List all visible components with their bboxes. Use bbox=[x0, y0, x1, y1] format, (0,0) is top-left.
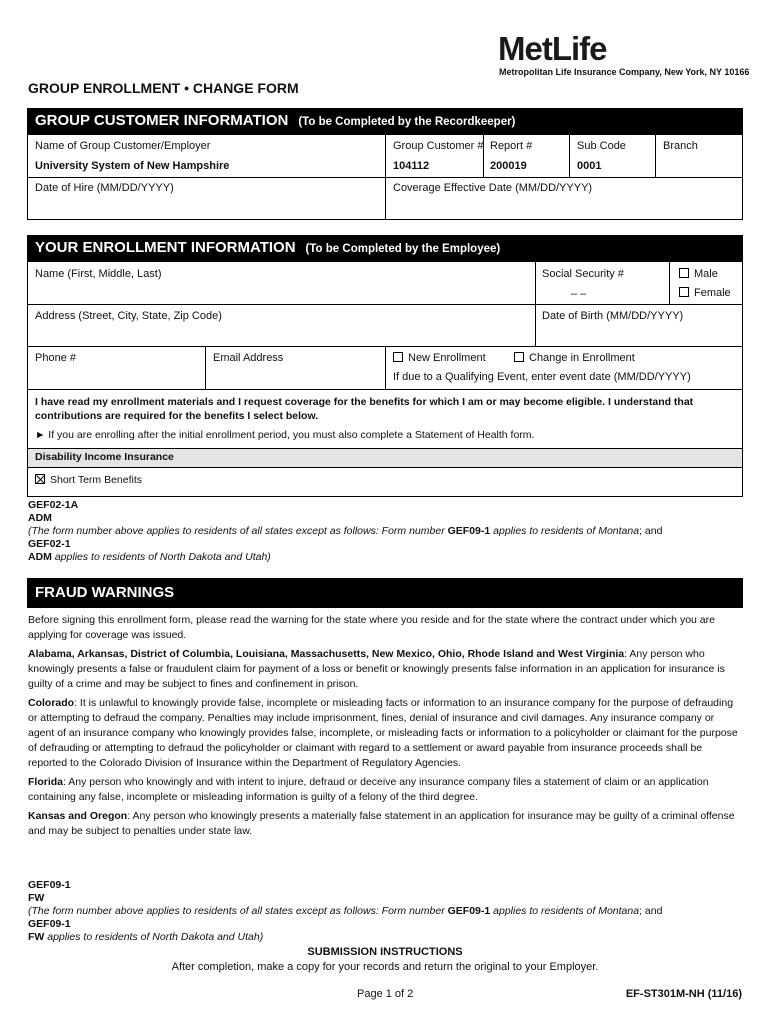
form-note-code: GEF09-1 bbox=[447, 525, 491, 537]
company-address: Metropolitan Life Insurance Company, New York, NY 10166 bbox=[499, 67, 750, 77]
form-note: (The form number above applies to residents of all states except as follows: Form number bbox=[28, 525, 448, 537]
form-note: applies to residents of North Dakota and Utah) bbox=[44, 931, 264, 943]
enroll-section-header bbox=[27, 235, 743, 261]
enroll-section-subtitle: (To be Completed by the Employee) bbox=[305, 243, 501, 255]
new-enrollment-label: New Enrollment bbox=[408, 352, 486, 364]
submission-title: SUBMISSION INSTRUCTIONS bbox=[307, 946, 463, 958]
name-label: Name (First, Middle, Last) bbox=[35, 268, 162, 280]
fraud-states: Colorado bbox=[28, 697, 75, 709]
new-enrollment-option[interactable] bbox=[393, 352, 486, 364]
enrollment-table bbox=[27, 261, 743, 497]
group-customer-label: Group Customer # bbox=[393, 140, 484, 152]
ssn-input[interactable]: – – bbox=[571, 288, 587, 300]
fraud-intro: Before signing this enrollment form, please read the warning for the state where you reside and for the state where the contract under which you are applying for coverage was issued. bbox=[28, 614, 715, 641]
change-enrollment-label: Change in Enrollment bbox=[529, 352, 635, 364]
short-term-label: Short Term Benefits bbox=[50, 474, 143, 486]
form-code: ADM bbox=[28, 551, 52, 563]
fraud-states: Alabama, Arkansas, District of Columbia, Louisiana, Massachusetts, New Mexico, Ohio, Rhode Island and West Virginia bbox=[28, 648, 625, 660]
qualifying-event-label: If due to a Qualifying Event, enter event date (MM/DD/YYYY) bbox=[393, 371, 691, 383]
hire-date-label: Date of Hire (MM/DD/YYYY) bbox=[35, 182, 174, 194]
subcode-label: Sub Code bbox=[577, 140, 626, 152]
enrollment-statement: I have read my enrollment materials and I request coverage for the benefits for which I am or may become eligible. I understand that contributions are required for the benefits I select below. bbox=[35, 396, 694, 422]
new-enrollment-checkbox[interactable] bbox=[393, 352, 403, 362]
female-checkbox[interactable] bbox=[679, 287, 689, 297]
phone-label: Phone # bbox=[35, 352, 76, 364]
form-title: GROUP ENROLLMENT • CHANGE FORM bbox=[28, 80, 299, 96]
female-label: Female bbox=[694, 287, 731, 299]
female-option[interactable] bbox=[679, 287, 731, 299]
fraud-section-title: FRAUD WARNINGS bbox=[35, 584, 175, 601]
change-enrollment-option[interactable] bbox=[514, 352, 635, 364]
form-note: applies to residents of Montana bbox=[490, 905, 640, 917]
report-label: Report # bbox=[490, 140, 533, 152]
group-section-header bbox=[27, 108, 743, 134]
change-enrollment-checkbox[interactable] bbox=[514, 352, 524, 362]
disability-header: Disability Income Insurance bbox=[35, 451, 174, 463]
fraud-text: : Any person who knowingly presents a materially false statement in an application for insurance may be guilty of a criminal offense and may be subject to penalties under state law. bbox=[28, 810, 735, 837]
form-code: ADM bbox=[28, 512, 52, 524]
form-id: EF-ST301M-NH (11/16) bbox=[625, 988, 742, 1000]
metlife-logo: MetLife bbox=[498, 30, 607, 67]
branch-label: Branch bbox=[663, 140, 698, 152]
fraud-states: Kansas and Oregon bbox=[28, 810, 128, 822]
report-value[interactable]: 200019 bbox=[490, 160, 527, 172]
subcode-value[interactable]: 0001 bbox=[577, 160, 602, 172]
fraud-text: : Any person who knowingly and with intent to injure, defraud or deceive any insurance company files a statement of claim or an application containing any false, incomplete or misleading information is guilty of a felony of the third degree. bbox=[28, 776, 709, 803]
group-customer-value[interactable]: 104112 bbox=[393, 160, 430, 172]
form-code: GEF09-1 bbox=[28, 918, 71, 930]
form-note: (The form number above applies to residents of all states except as follows: Form number bbox=[28, 905, 448, 917]
short-term-option[interactable] bbox=[35, 474, 142, 486]
form-codes-block-1 bbox=[28, 499, 743, 564]
form-note: ; and bbox=[639, 905, 663, 917]
group-section-subtitle: (To be Completed by the Recordkeeper) bbox=[298, 116, 516, 128]
employer-value[interactable]: University System of New Hampshire bbox=[35, 160, 230, 172]
email-label: Email Address bbox=[213, 352, 284, 364]
form-note: applies to residents of Montana bbox=[490, 525, 640, 537]
form-code: FW bbox=[28, 931, 45, 943]
form-code: GEF02-1 bbox=[28, 538, 71, 550]
male-option[interactable] bbox=[679, 268, 718, 280]
form-codes-block-2 bbox=[28, 879, 743, 944]
form-note: ; and bbox=[639, 525, 663, 537]
employer-label: Name of Group Customer/Employer bbox=[35, 140, 211, 152]
fraud-text: : It is unlawful to knowingly provide false, incomplete or misleading facts or information to an insurance company for the purpose of defrauding or attempting to defraud the company. Penalties may include imprisonment, fines, denial of insurance and civil damages. Any insurance company or agent of an insurance company who knowingly provides false, incomplete, or misleading facts or information to a policyholder or claimant for the purpose of defrauding or attempting to defraud the policyholder or claimant with regard to a settlement or award payable from insurance proceeds shall be reported to the Colorado Division of Insurance within the Department of Regulatory Agencies. bbox=[28, 697, 738, 769]
form-note: applies to residents of North Dakota and Utah) bbox=[51, 551, 271, 563]
form-code: FW bbox=[28, 892, 45, 904]
male-label: Male bbox=[694, 268, 718, 280]
short-term-checkbox[interactable] bbox=[35, 474, 45, 484]
form-code: GEF09-1 bbox=[28, 879, 71, 891]
address-label: Address (Street, City, State, Zip Code) bbox=[35, 310, 222, 322]
fraud-warnings-text bbox=[28, 613, 742, 839]
fraud-text: : Any person who knowingly presents a false or fraudulent claim for payment of a loss or benefit or knowingly presents false information in an application for insurance is guilty of a crime and may be subject to fines and confinement in prison. bbox=[28, 648, 725, 690]
late-enrollment-note: ► If you are enrolling after the initial enrollment period, you must also complete a Statement of Health form. bbox=[35, 429, 535, 441]
submission-text: After completion, make a copy for your records and return the original to your Employer. bbox=[171, 961, 599, 973]
dob-label: Date of Birth (MM/DD/YYYY) bbox=[542, 310, 684, 322]
male-checkbox[interactable] bbox=[679, 268, 689, 278]
form-code: GEF02-1A bbox=[28, 499, 79, 511]
page-number: Page 1 of 2 bbox=[357, 988, 414, 1000]
enroll-section-title: YOUR ENROLLMENT INFORMATION bbox=[35, 239, 296, 256]
fraud-section-header bbox=[27, 578, 743, 608]
coverage-date-label: Coverage Effective Date (MM/DD/YYYY) bbox=[393, 182, 593, 194]
ssn-label: Social Security # bbox=[542, 268, 624, 280]
fraud-states: Florida bbox=[28, 776, 64, 788]
form-note-code: GEF09-1 bbox=[447, 905, 491, 917]
group-section-title: GROUP CUSTOMER INFORMATION bbox=[35, 112, 289, 129]
group-info-table bbox=[27, 134, 743, 220]
